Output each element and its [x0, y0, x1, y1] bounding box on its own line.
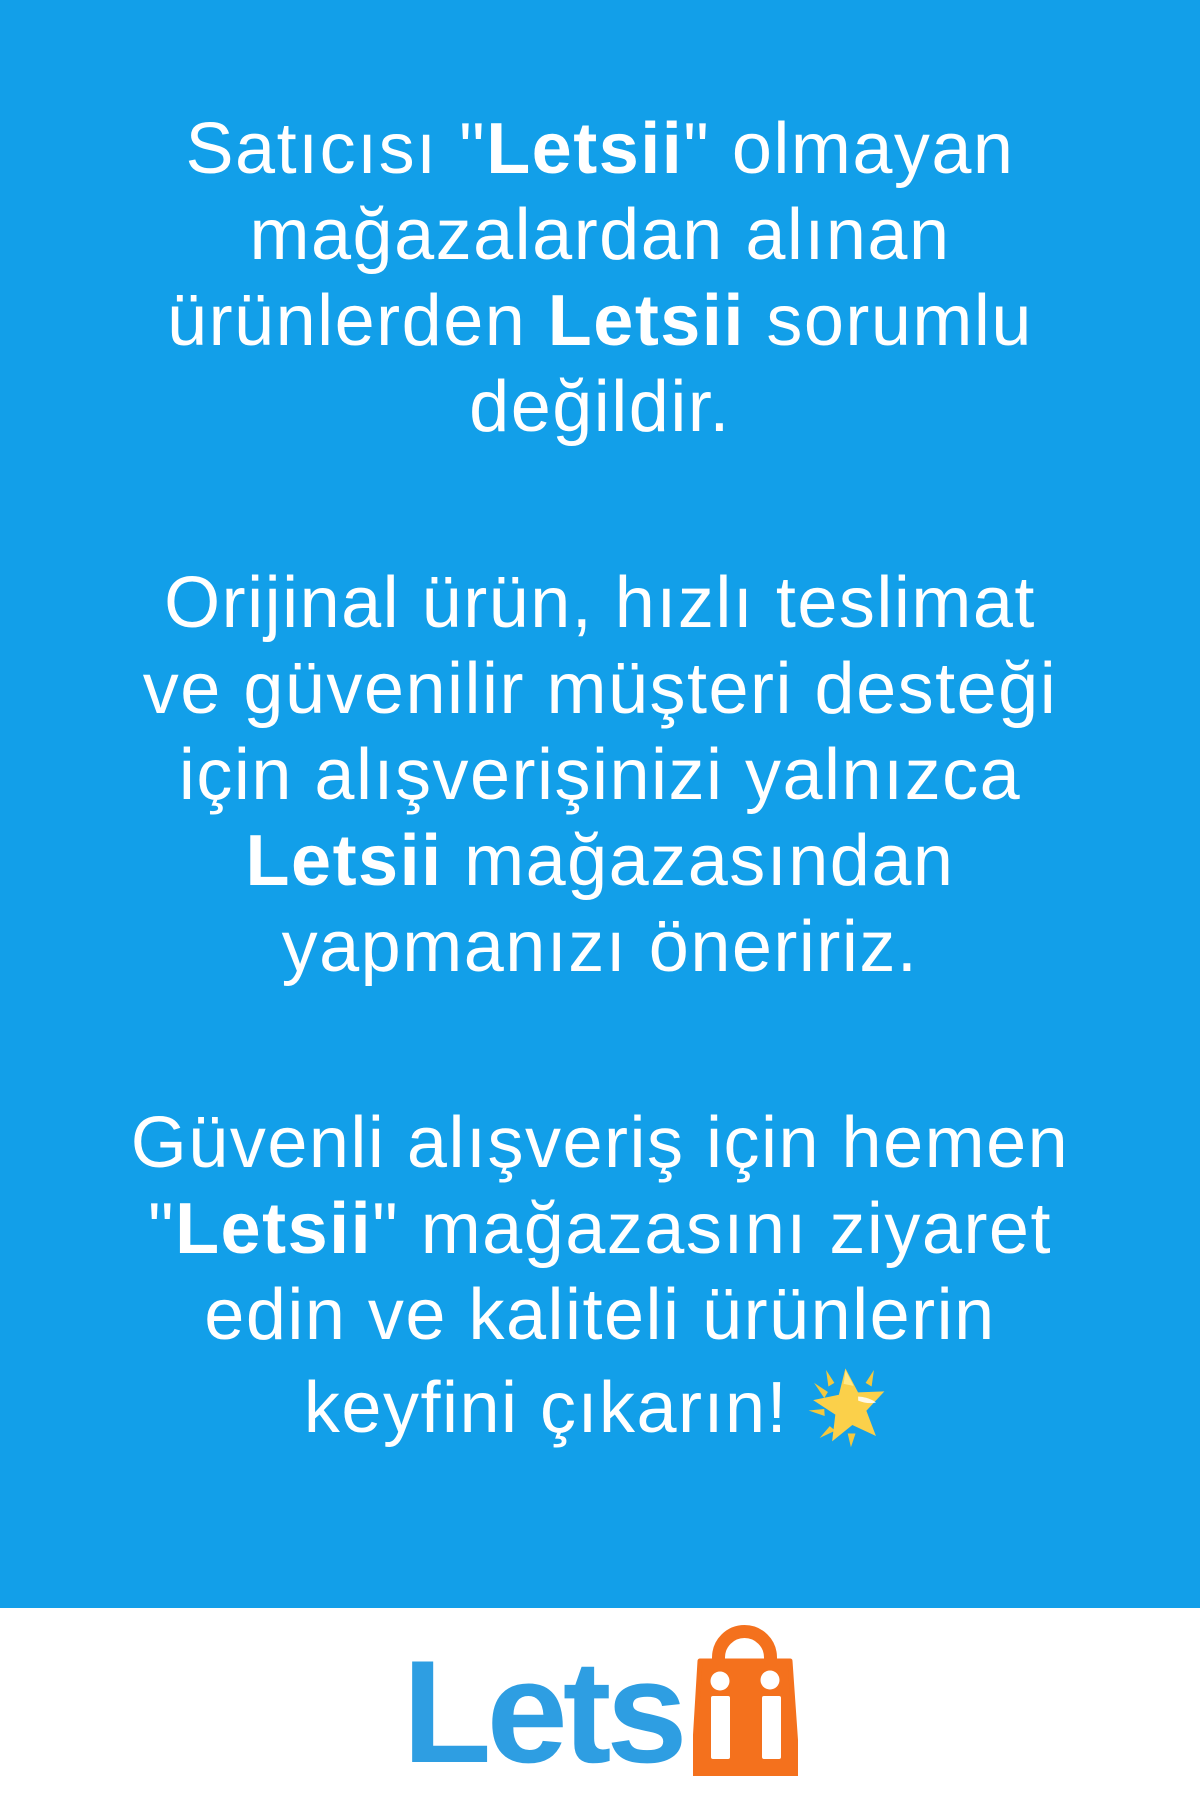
- text-line: [0, 192, 1200, 278]
- brand-name: Letsii: [245, 821, 443, 901]
- text-line: [0, 904, 1200, 990]
- text-segment: Güvenli alışveriş için hemen: [130, 1103, 1070, 1183]
- brand-name: Letsii: [486, 109, 684, 189]
- text-line: [0, 1186, 1200, 1272]
- logo-text: Lets: [402, 1629, 683, 1793]
- text-segment: yapmanızı öneririz.: [281, 907, 919, 987]
- text-line: [0, 818, 1200, 904]
- text-segment: sorumlu: [744, 281, 1033, 361]
- text-segment: ve güvenilir müşteri desteği: [142, 649, 1058, 729]
- text-segment: " mağazasını ziyaret: [372, 1189, 1052, 1269]
- glowing-star-icon: [804, 1358, 896, 1450]
- brand-name: Letsii: [175, 1189, 373, 1269]
- text-segment: " olmayan: [683, 109, 1015, 189]
- text-line: [0, 1272, 1200, 1358]
- text-line: [0, 560, 1200, 646]
- text-line: [0, 1358, 1200, 1451]
- paragraph-call-to-action: [0, 1100, 1200, 1451]
- text-segment: keyfini çıkarın!: [303, 1368, 789, 1448]
- brand-name: Letsii: [547, 281, 745, 361]
- logo-footer: [0, 1608, 1200, 1800]
- text-line: [0, 732, 1200, 818]
- text-segment: mağazalardan alınan: [249, 195, 951, 275]
- text-segment: edin ve kaliteli ürünlerin: [204, 1275, 996, 1355]
- text-segment: ürünlerden: [167, 281, 548, 361]
- text-line: [0, 646, 1200, 732]
- text-line: [0, 278, 1200, 364]
- text-line: [0, 106, 1200, 192]
- text-segment: için alışverişinizi yalnızca: [178, 735, 1022, 815]
- shopping-bag-icon: [693, 1624, 798, 1776]
- text-segment: Satıcısı ": [185, 109, 487, 189]
- text-segment: mağazasından: [442, 821, 955, 901]
- letsii-logo: [402, 1624, 797, 1793]
- text-line: [0, 364, 1200, 450]
- text-line: [0, 1100, 1200, 1186]
- text-segment: değildir.: [469, 367, 731, 447]
- text-segment: ": [148, 1189, 176, 1269]
- text-segment: Orijinal ürün, hızlı teslimat: [164, 563, 1036, 643]
- paragraph-shop-recommendation: [0, 560, 1200, 990]
- paragraph-seller-disclaimer: [0, 106, 1200, 450]
